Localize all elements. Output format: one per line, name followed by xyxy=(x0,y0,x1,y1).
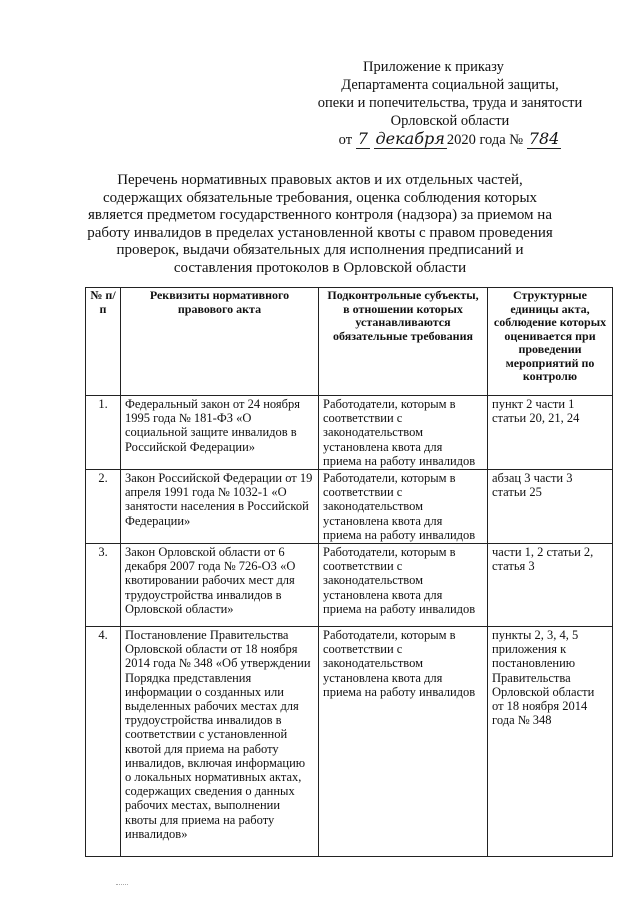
approval-line-2: Департамента социальной защиты, xyxy=(341,77,559,93)
row-units: пункты 2, 3, 4, 5 приложения к постановлению Правительства Орловской области от 18 ноября 2014 года № 348 xyxy=(488,627,613,857)
row-number: 2. xyxy=(86,470,121,544)
header-act: Реквизиты нормативного правового акта xyxy=(121,288,319,396)
row-subjects: Работодатели, которым в соответствии с законодательством установлена квота для приема на работу инвалидов xyxy=(319,627,488,857)
document-title: Перечень нормативных правовых актов и их отдельных частей, содержащих обязательные требования, оценка соблюдения которых является предметом государственного контроля (надзора) за приемом на работу инвалидов в пределах установленной квоты с правом проведения проверок, выдачи обязательных для исполнения предписаний и составления протоколов в Орловской области xyxy=(87,172,553,276)
approval-line-4: Орловской области xyxy=(390,113,510,129)
approval-block xyxy=(300,58,600,149)
row-units: части 1, 2 статьи 2, статья 3 xyxy=(488,544,613,627)
from-label: от xyxy=(338,132,353,148)
handwritten-order-number: 784 xyxy=(528,129,560,148)
row-number: 1. xyxy=(86,396,121,470)
table-row xyxy=(86,396,613,470)
row-subjects: Работодатели, которым в соответствии с законодательством установлена квота для приема на работу инвалидов xyxy=(319,396,488,470)
row-act: Закон Орловской области от 6 декабря 2007 года № 726-ОЗ «О квотировании рабочих мест для трудоустройства инвалидов в Орловской области» xyxy=(121,544,319,627)
header-number: № п/п xyxy=(86,288,121,396)
row-act: Закон Российской Федерации от 19 апреля 1991 года № 1032-1 «О занятости населения в Российской Федерации» xyxy=(121,470,319,544)
row-number: 3. xyxy=(86,544,121,627)
table-row xyxy=(86,627,613,857)
row-number: 4. xyxy=(86,627,121,857)
approval-date-line xyxy=(300,130,600,149)
year-text: 2020 года № xyxy=(446,132,524,148)
row-units: абзац 3 части 3 статьи 25 xyxy=(488,470,613,544)
row-subjects: Работодатели, которым в соответствии с законодательством установлена квота для приема на работу инвалидов xyxy=(319,544,488,627)
scan-mark xyxy=(116,884,128,886)
row-subjects: Работодатели, которым в соответствии с законодательством установлена квота для приема на работу инвалидов xyxy=(319,470,488,544)
approval-line-1: Приложение к приказу xyxy=(363,59,504,75)
table-header-row xyxy=(86,288,613,396)
row-act: Постановление Правительства Орловской области от 18 ноября 2014 года № 348 «Об утверждении Порядка представления информации о созданных или выделенных рабочих местах для трудоустройства инвалидов в соответствии с установленной квотой для приема на работу инвалидов, включая информацию о локальных нормативных актах, содержащих сведения о данных рабочих местах, выполнении квоты для приема на работу инвалидов» xyxy=(121,627,319,857)
header-subjects: Подконтрольные субъекты, в отношении которых устанавливаются обязательные требования xyxy=(319,288,488,396)
row-act: Федеральный закон от 24 ноября 1995 года № 181-ФЗ «О социальной защите инвалидов в Российской Федерации» xyxy=(121,396,319,470)
handwritten-month: декабря xyxy=(375,129,445,148)
acts-table xyxy=(85,287,613,857)
handwritten-day: 7 xyxy=(357,129,368,148)
row-units: пункт 2 части 1 статьи 20, 21, 24 xyxy=(488,396,613,470)
approval-line-3: опеки и попечительства, труда и занятости xyxy=(317,95,583,111)
table-row xyxy=(86,544,613,627)
header-units: Структурные единицы акта, соблюдение которых оценивается при проведении мероприятий по контролю xyxy=(488,288,613,396)
table-row xyxy=(86,470,613,544)
